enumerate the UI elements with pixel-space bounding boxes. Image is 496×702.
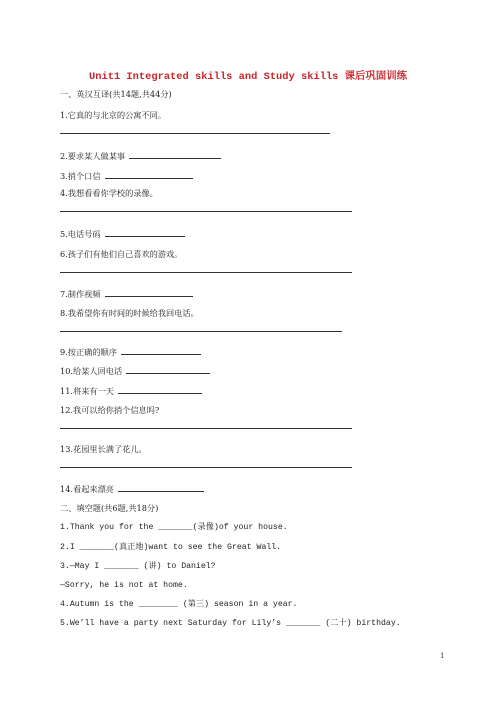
question-1-6: 6.孩子们有他们自己喜欢的游戏。	[60, 249, 183, 259]
question-2-1: 1.Thank you for the _______(录像)of your house.	[60, 523, 288, 532]
section-1-heading: 一、英汉互译(共14题,共44分)	[60, 89, 172, 99]
question-1-4: 4.我想看看你学校的录像。	[60, 188, 158, 198]
question-1-5: 5.电话号码	[60, 228, 185, 239]
question-1-10: 10.给某人回电话	[60, 365, 210, 376]
question-1-9: 9.按正确的顺序	[60, 346, 201, 357]
answer-line-1-13	[60, 467, 352, 468]
answer-blank-1-9	[121, 346, 201, 355]
question-1-13: 13.花园里长满了花儿。	[60, 444, 147, 454]
answer-blank-1-14	[118, 483, 204, 492]
answer-blank-1-7	[105, 288, 193, 297]
answer-line-1-12	[60, 428, 352, 429]
answer-line-1-4	[60, 211, 352, 212]
question-1-8: 8.我希望你有时间的时候给我回电话。	[60, 308, 199, 318]
question-1-11: 11.将来有一天	[60, 385, 202, 396]
question-1-3: 3.捎个口信	[60, 170, 193, 181]
question-1-7: 7.制作视频	[60, 288, 193, 299]
question-1-2: 2.要求某人做某事	[60, 150, 221, 161]
question-2-2: 2.I _______(真正地)want to see the Great Wall.	[60, 543, 282, 552]
question-1-1: 1.它真的与北京的公寓不同。	[60, 110, 167, 120]
section-2-heading: 二、填空题(共6题,共18分)	[60, 503, 159, 513]
question-2-3-reply: —Sorry, he is not at home.	[60, 581, 188, 590]
question-1-14: 14.看起来漂亮	[60, 483, 204, 494]
answer-blank-1-10	[126, 365, 210, 374]
answer-line-1-8	[60, 331, 342, 332]
question-1-12: 12.我可以给你捎个信息吗?	[60, 405, 160, 415]
question-2-3: 3.—May I _______ (讲) to Daniel?	[60, 562, 216, 571]
answer-line-1-1	[60, 133, 330, 134]
answer-blank-1-3	[105, 170, 193, 179]
answer-blank-1-11	[118, 385, 202, 394]
question-2-4: 4.Autumn is the ________ (第三) season in a year.	[60, 600, 298, 609]
answer-blank-1-5	[105, 228, 185, 237]
page-title: Unit1 Integrated skills and Study skills 课后巩固训练	[89, 71, 407, 83]
answer-line-1-6	[60, 272, 352, 273]
page-number: 1	[440, 652, 445, 660]
answer-blank-1-2	[129, 150, 221, 159]
question-2-5: 5.We’ll have a party next Saturday for Lily’s _______ (二十) birthday.	[60, 619, 401, 628]
